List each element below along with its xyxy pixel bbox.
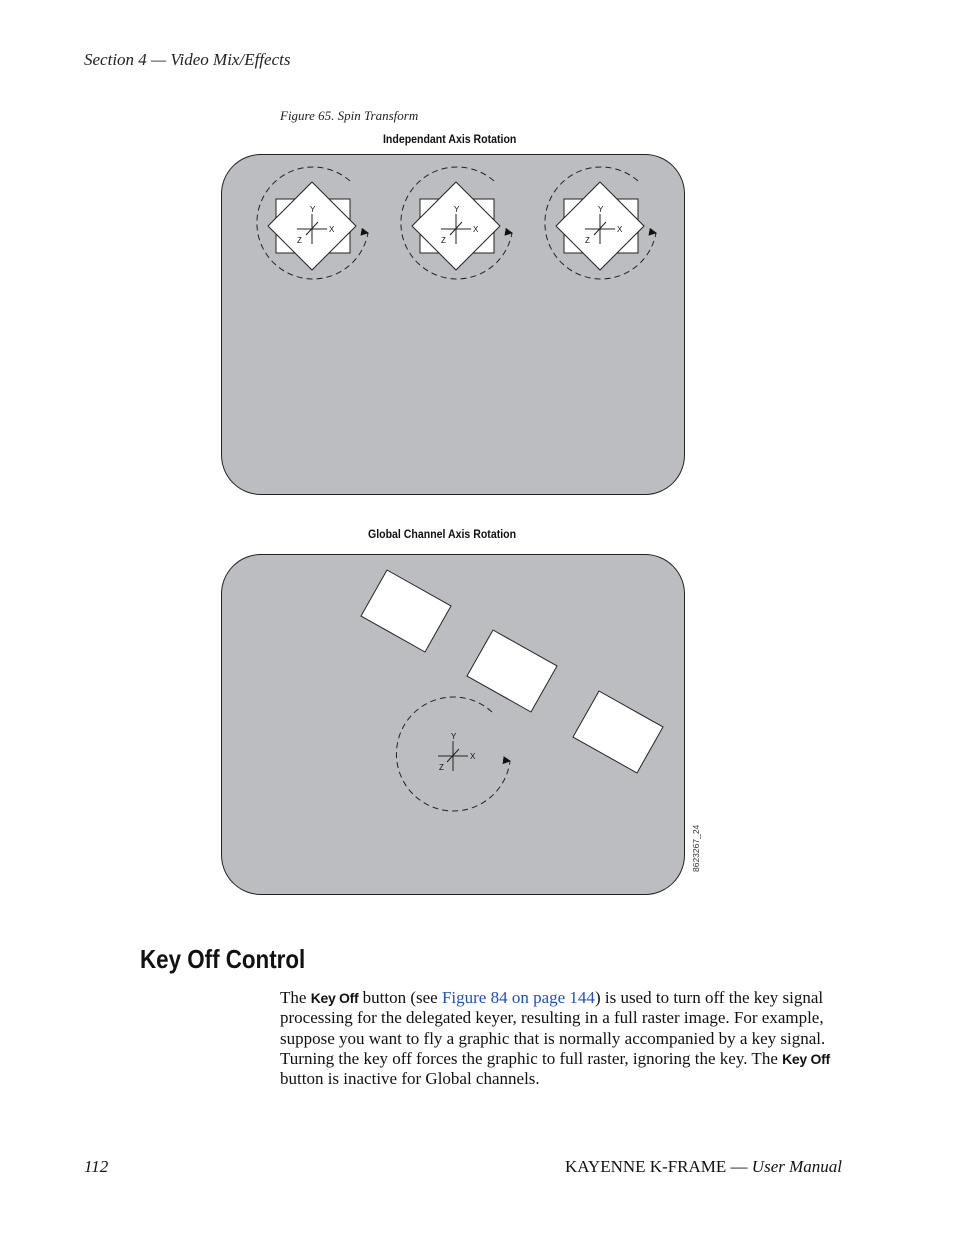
axis-label-z: Z: [441, 236, 446, 245]
manual-name: User Manual: [751, 1157, 842, 1176]
axis-label-y: Y: [451, 732, 457, 741]
axis-label-z: Z: [297, 236, 302, 245]
text-run: ) is used to turn off the key signal processing for the delegated keyer, resulting in a full raster image. For example, suppose you want to fly a graphic that is normally accompanied by a key signal. Turning the key off forces the graphic to full raster, ignoring the key. The: [280, 988, 826, 1068]
body-paragraph: [280, 988, 846, 1089]
axis-label-y: Y: [310, 205, 316, 214]
global-rotation-axis: [396, 697, 510, 811]
text-run: The: [280, 988, 311, 1007]
running-header: Section 4 — Video Mix/Effects: [84, 50, 291, 69]
axis-label-y: Y: [454, 205, 460, 214]
panel-top-label: Independant Axis Rotation: [383, 132, 517, 146]
rotation-group-2: [401, 167, 512, 279]
figure-id: 8623267_24: [691, 824, 701, 872]
page-number: 112: [84, 1157, 109, 1176]
text-run: button (see: [358, 988, 442, 1007]
text-run: button is inactive for Global channels.: [280, 1069, 540, 1089]
ui-term-key-off: Key Off: [310, 990, 359, 1006]
footer-title: [565, 1157, 842, 1177]
ui-term-key-off: Key Off: [782, 1050, 830, 1067]
axis-label-x: X: [470, 752, 476, 761]
rotated-rectangle-2: [467, 630, 557, 712]
axis-label-x: X: [617, 225, 623, 234]
panel-bottom-label: Global Channel Axis Rotation: [368, 527, 517, 541]
section-heading: Key Off Control: [140, 944, 306, 974]
rotation-group-3: [545, 167, 656, 279]
axis-label-z: Z: [439, 763, 444, 772]
axis-label-x: X: [329, 225, 335, 234]
axis-label-x: X: [473, 225, 479, 234]
axis-label-y: Y: [598, 205, 604, 214]
product-name: KAYENNE K-FRAME: [564, 1157, 727, 1176]
footer-separator: —: [726, 1157, 752, 1176]
rotation-group-1: [257, 167, 368, 279]
rotated-rectangle-3: [573, 691, 663, 773]
figure-cross-reference-link[interactable]: Figure 84 on page 144: [441, 988, 595, 1007]
axis-label-z: Z: [585, 236, 590, 245]
rotated-rectangle-1: [361, 570, 451, 652]
figure-caption: Figure 65. Spin Transform: [280, 108, 419, 123]
